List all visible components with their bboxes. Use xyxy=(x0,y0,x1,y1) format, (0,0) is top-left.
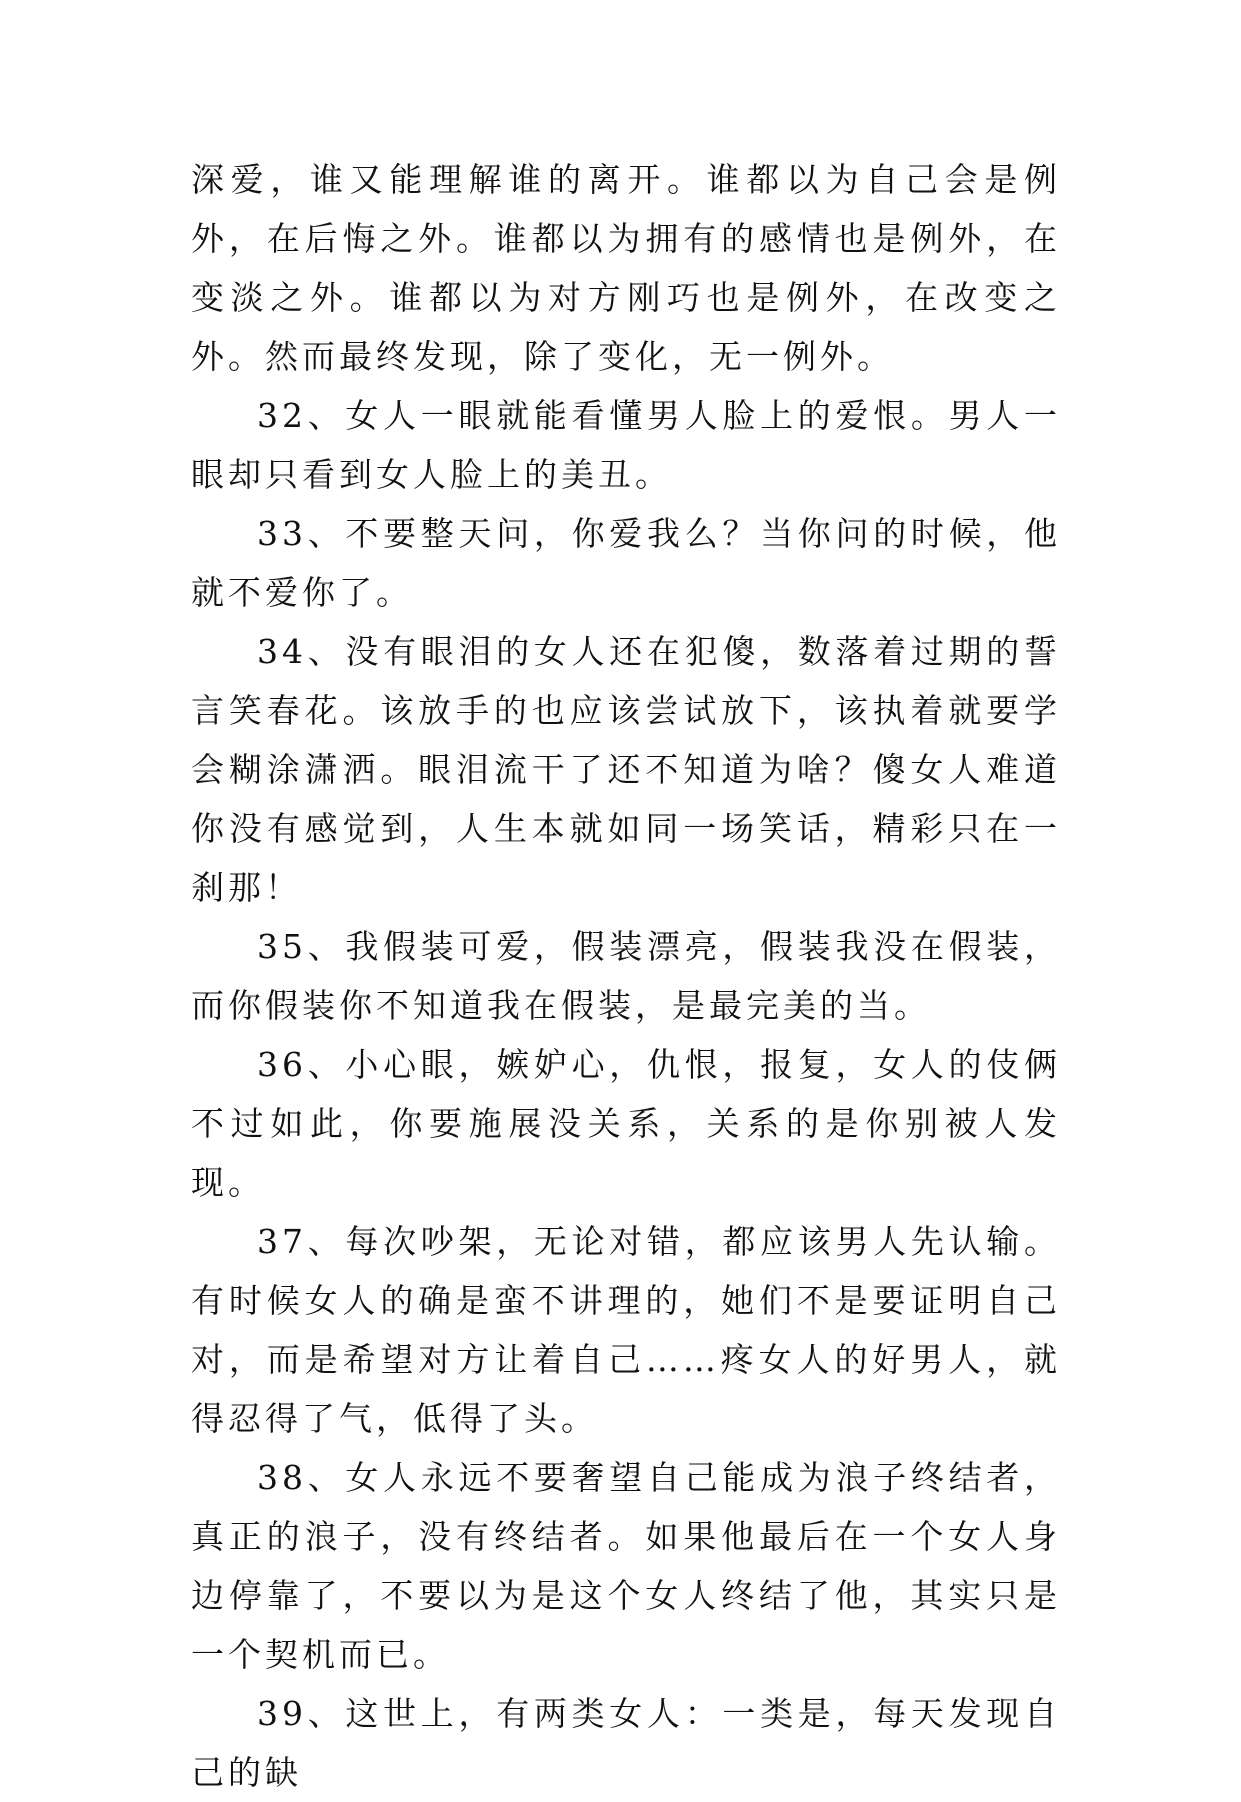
paragraph-37: 37、每次吵架，无论对错，都应该男人先认输。有时候女人的确是蛮不讲理的，她们不是要证明自己对，而是希望对方让着自己……疼女人的好男人，就得忍得了气，低得了头。 xyxy=(191,1222,1061,1438)
paragraph-35: 35、我假装可爱，假装漂亮，假装我没在假装，而你假装你不知道我在假装，是最完美的当。 xyxy=(191,927,1061,1025)
paragraph-38: 38、女人永远不要奢望自己能成为浪子终结者，真正的浪子，没有终结者。如果他最后在一个女人身边停靠了，不要以为是这个女人终结了他，其实只是一个契机而已。 xyxy=(191,1458,1061,1674)
paragraph-34: 34、没有眼泪的女人还在犯傻，数落着过期的誓言笑春花。该放手的也应该尝试放下，该执着就要学会糊涂潇洒。眼泪流干了还不知道为啥？傻女人难道你没有感觉到，人生本就如同一场笑话，精彩只在一刹那！ xyxy=(191,632,1061,907)
paragraph-36: 36、小心眼，嫉妒心，仇恨，报复，女人的伎俩不过如此，你要施展没关系，关系的是你别被人发现。 xyxy=(191,1045,1061,1202)
paragraph-39: 39、这世上，有两类女人：一类是，每天发现自己的缺 xyxy=(191,1694,1061,1792)
paragraph-33: 33、不要整天问，你爱我么？当你问的时候，他就不爱你了。 xyxy=(191,514,1061,612)
document-body xyxy=(191,150,1061,1802)
paragraph-32: 32、女人一眼就能看懂男人脸上的爱恨。男人一眼却只看到女人脸上的美丑。 xyxy=(191,396,1061,494)
paragraph-continuation: 深爱，谁又能理解谁的离开。谁都以为自己会是例外，在后悔之外。谁都以为拥有的感情也是例外，在变淡之外。谁都以为对方刚巧也是例外，在改变之外。然而最终发现，除了变化，无一例外。 xyxy=(191,160,1061,376)
